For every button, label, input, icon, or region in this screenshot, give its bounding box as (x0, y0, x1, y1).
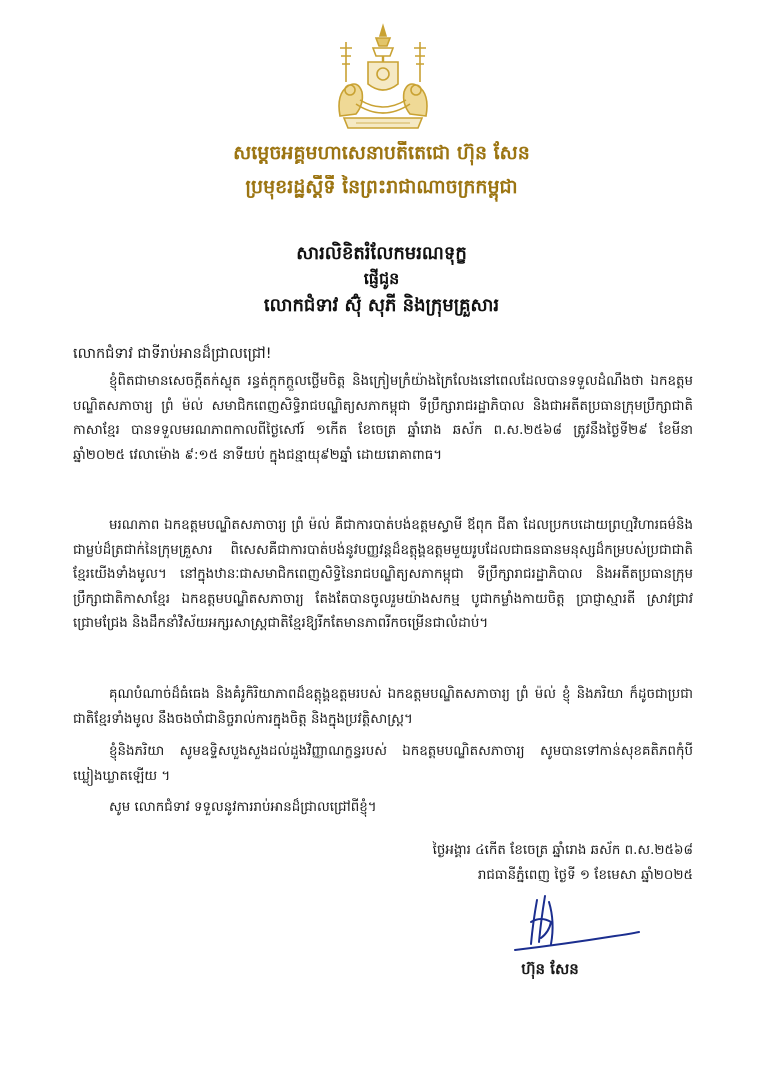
letter-recipient: លោកជំទាវ ស៊ុំ សុភី និងក្រុមគ្រួសារ (263, 295, 500, 316)
paragraph-2: មរណភាព ឯកឧត្តមបណ្ឌិតសភាចារ្យ ព្រំ ម៉ល់ គឺជាការបាត់បង់ឧត្តមស្វាមី ឪពុក ជីតា ដែលប្រកបដោយព្រហ្មវិហារធម៌និងជាម្លប់ដ៏ត្រជាក់នៃក្រុមគ្រួសារ ពិសេសគឺជាការបាត់បង់នូវបញ្ញវន្តដ៏ឧត្តុង្គឧត្តមមួយរូបដែលជាធនធានមនុស្សដ៏កម្របស់ប្រជាជាតិខ្មែរយើងទាំងមូល។ នៅក្នុងឋានៈជាសមាជិកពេញសិទ្ធិនៃរាជបណ្ឌិត្យសភាកម្ពុជា ទីប្រឹក្សារាជរដ្ឋាភិបាល និងអតីតប្រធានក្រុមប្រឹក្សាជាតិកាសាខ្មែរ ឯកឧត្តមបណ្ឌិតសភាចារ្យ តែងតែបានចូលរួមយ៉ាងសកម្ម បូជាកម្លាំងកាយចិត្ត ប្រាជ្ញាស្មារតី ស្រាវជ្រាវ ជ្រោមជ្រែង និងដឹកនាំវិស័យអក្សរសាស្ត្រជាតិខ្មែរឱ្យរីកតែមានភាពរីកចម្រើនជាលំដាប់។ (73, 518, 693, 631)
sender-name: សម្តេចអគ្គមហាសេនាបតីតេជោ ហ៊ុន សែន (233, 142, 530, 164)
letter-addressed-to-label: ផ្ញើជូន (363, 269, 400, 288)
lunar-date: ថ្ងៃអង្គារ ៤កើត ខែចេត្រ ឆ្នាំរោង ឆស័ក ព.ស.២៥៦៨ (432, 843, 693, 858)
signer-name: ហ៊ុន សែន (521, 960, 579, 978)
sender-title: ប្រមុខរដ្ឋស្តីទី នៃព្រះរាជាណាចក្រកម្ពុជា (245, 176, 518, 198)
letter-title: សារលិខិតរំលែកមរណទុក្ខ (296, 243, 467, 264)
solar-date: រាជធានីភ្នំពេញ ថ្ងៃទី ១ ខែមេសា ឆ្នាំ២០២៥ (477, 868, 693, 883)
royal-emblem-icon (326, 22, 440, 134)
paragraph-1: ខ្ញុំពិតជាមានសេចក្តីតក់ស្លុត រន្ធត់ក្តុកក្តួលថ្លើមចិត្ត និងក្រៀមក្រំយ៉ាងក្រៃលែងនៅពេលដែលបានទទួលដំណឹងថា ឯកឧត្តមបណ្ឌិតសភាចារ្យ ព្រំ ម៉ល់ សមាជិកពេញសិទ្ធិរាជបណ្ឌិត្យសភាកម្ពុជា ទីប្រឹក្សារាជរដ្ឋាភិបាល និងជាអតីតប្រធានក្រុមប្រឹក្សាជាតិកាសាខ្មែរ បានទទួលមរណភាពកាលពីថ្ងៃសៅរ៍ ១កើត ខែចេត្រ ឆ្នាំរោង ឆស័ក ព.ស.២៥៦៨ ត្រូវនឹងថ្ងៃទី២៩ ខែមីនា ឆ្នាំ២០២៥ វេលាម៉ោង ៩:១៥ នាទីយប់ ក្នុងជន្មាយុ៩២ឆ្នាំ ដោយរោគាពាធ។ (73, 374, 693, 463)
paragraph-3: គុណបំណាច់ដ៏ធំធេង និងគំរូកិរិយាភាពដ៏ឧត្តុង្គឧត្តមរបស់ ឯកឧត្តមបណ្ឌិតសភាចារ្យ ព្រំ ម៉ល់ ខ្ញុំ និងភរិយា ក៏ដូចជាប្រជាជាតិខ្មែរទាំងមូល នឹងចងចាំជានិច្ចរាល់ការក្នុងចិត្ត និងក្នុងប្រវត្តិសាស្ត្រ។ (73, 687, 693, 727)
salutation: លោកជំទាវ ជាទីរាប់អានដ៏ជ្រាលជ្រៅ! (73, 346, 272, 362)
paragraph-5: សូម លោកជំទាវ ទទួលនូវការរាប់អានដ៏ជ្រាលជ្រៅពីខ្ញុំ។ (109, 800, 377, 815)
paragraph-4: ខ្ញុំនិងភរិយា សូមឧទ្ទិសបួងសួងដល់ដួងវិញ្ញាណក្ខន្ធរបស់ ឯកឧត្តមបណ្ឌិតសភាចារ្យ សូមបានទៅកាន់សុខគតិភពកុំបីឃ្លៀងឃ្លាតឡើយ ។ (73, 744, 693, 784)
signature-icon (505, 892, 645, 962)
